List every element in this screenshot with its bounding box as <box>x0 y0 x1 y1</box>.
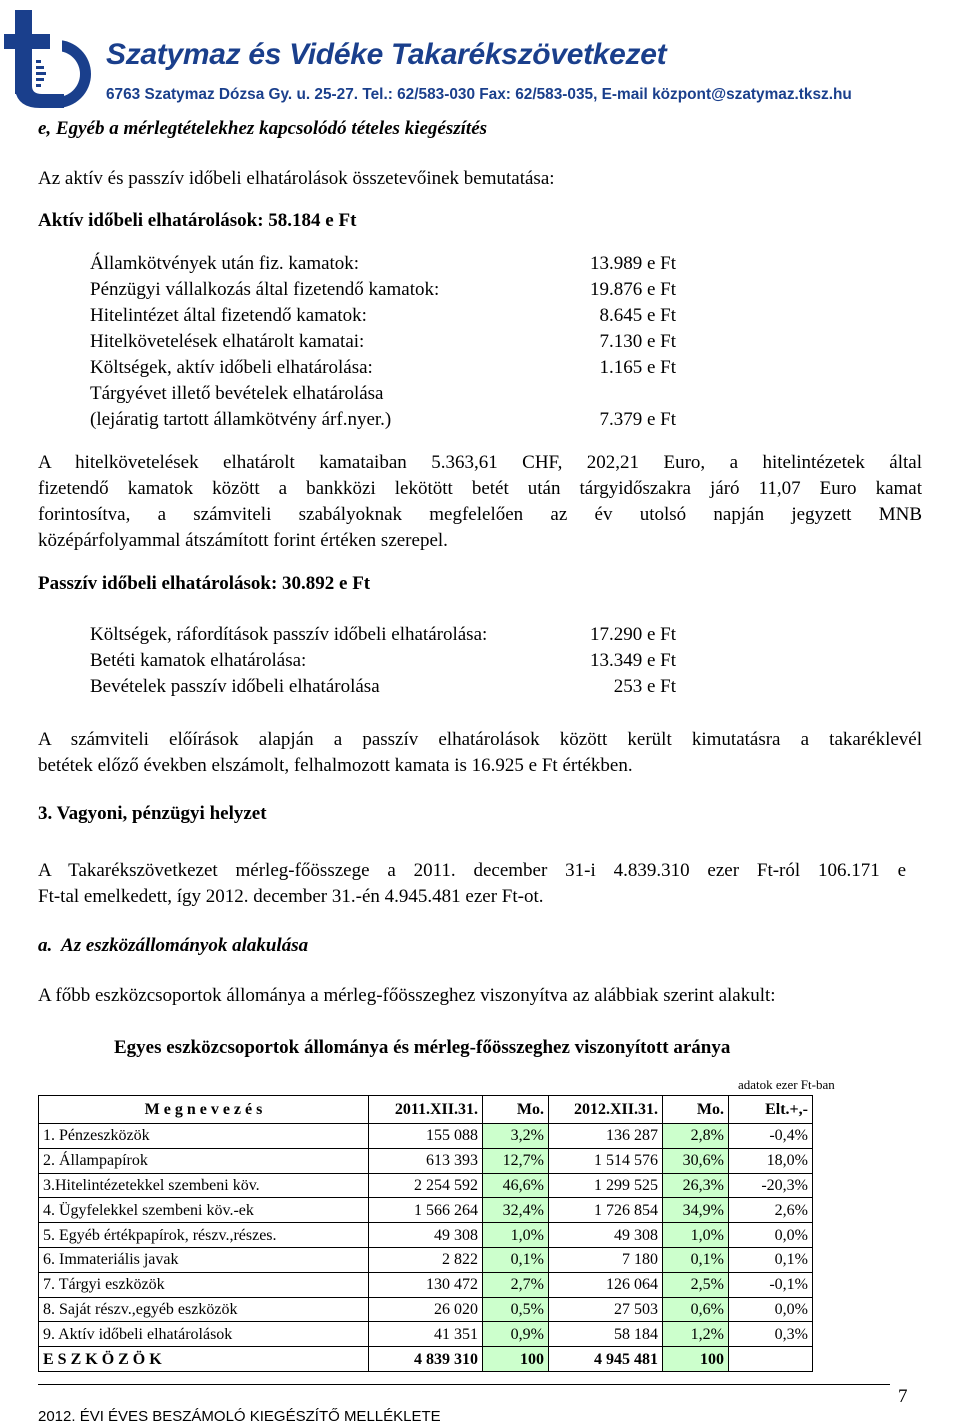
table-cell: 2,7% <box>483 1272 549 1297</box>
table-cell: 41 351 <box>369 1322 483 1347</box>
table-cell: 1,2% <box>663 1322 729 1347</box>
table-cell: 0,3% <box>729 1322 813 1347</box>
asset-composition-table <box>38 1095 813 1372</box>
table-total-row <box>39 1347 813 1372</box>
table-cell: 0,1% <box>483 1247 549 1272</box>
accrual-value: 13.989 e Ft <box>589 253 676 274</box>
accrual-label: Bevételek passzív időbeli elhatárolása <box>90 676 380 697</box>
table-cell: 1,0% <box>483 1223 549 1248</box>
paragraph-line: A hitelkövetelések elhatárolt kamataiban 5.363,61 CHF, 202,21 Euro, a hitelintézetek által <box>38 452 922 473</box>
table-unit-note: adatok ezer Ft-ban <box>738 1077 835 1092</box>
table-cell: 30,6% <box>663 1148 729 1173</box>
paragraph-line: Ft-tal emelkedett, így 2012. december 31.-én 4.945.481 ezer Ft-ot. <box>38 886 544 907</box>
table-cell: 49 308 <box>549 1223 663 1248</box>
accrual-value: 7.130 e Ft <box>599 331 676 352</box>
accrual-label: Pénzügyi vállalkozás által fizetendő kamatok: <box>90 279 440 300</box>
table-cell: 0,0% <box>729 1223 813 1248</box>
table-cell: 4 945 481 <box>549 1347 663 1372</box>
paragraph-line: betétek előző években elszámolt, felhalmozott kamata is 16.925 e Ft értékben. <box>38 755 633 776</box>
accrual-value: 7.379 e Ft <box>599 409 676 430</box>
footer-divider <box>38 1384 890 1385</box>
table-cell: 100 <box>483 1347 549 1372</box>
section-e-title: e, Egyéb a mérlegtételekhez kapcsolódó tételes kiegészítés <box>38 118 488 139</box>
table-row <box>39 1148 813 1173</box>
section-e-intro: Az aktív és passzív időbeli elhatárolások összetevőinek bemutatása: <box>38 168 555 189</box>
table-cell: 58 184 <box>549 1322 663 1347</box>
table-row <box>39 1272 813 1297</box>
table-row <box>39 1198 813 1223</box>
table-header-row <box>39 1096 813 1124</box>
column-header: 2012.XII.31. <box>549 1096 663 1124</box>
table-cell: 1 299 525 <box>549 1173 663 1198</box>
accrual-label: (lejáratig tartott államkötvény árf.nyer.) <box>90 409 392 430</box>
table-cell: 1 726 854 <box>549 1198 663 1223</box>
table-cell: 4. Ügyfelekkel szembeni köv.-ek <box>39 1198 369 1223</box>
column-header: 2011.XII.31. <box>369 1096 483 1124</box>
accrual-label: Államkötvények után fiz. kamatok: <box>90 253 360 274</box>
accrual-value: 17.290 e Ft <box>589 624 676 645</box>
table-cell: 1 514 576 <box>549 1148 663 1173</box>
org-address: 6763 Szatymaz Dózsa Gy. u. 25-27. Tel.: 62/583-030 Fax: 62/583-035, E-mail központ@szatymaz.tksz.hu <box>106 86 852 103</box>
section-3-title: 3. Vagyoni, pénzügyi helyzet <box>38 803 267 824</box>
table-row <box>39 1247 813 1272</box>
subsection-a-title: a. Az eszközállományok alakulása <box>38 935 309 956</box>
table-row <box>39 1173 813 1198</box>
table-cell: 0,1% <box>663 1247 729 1272</box>
table-cell: 12,7% <box>483 1148 549 1173</box>
table-cell: 0,5% <box>483 1297 549 1322</box>
table-cell: 32,4% <box>483 1198 549 1223</box>
table-cell: 2. Állampapírok <box>39 1148 369 1173</box>
table-cell: 0,1% <box>729 1247 813 1272</box>
accrual-value: 19.876 e Ft <box>589 279 676 300</box>
accrual-value: 8.645 e Ft <box>599 305 676 326</box>
table-cell: 0,6% <box>663 1297 729 1322</box>
subsection-a-intro: A főbb eszközcsoportok állománya a mérleg-főösszeghez viszonyítva az alábbiak szerint alakult: <box>38 985 776 1006</box>
table-cell: 155 088 <box>369 1124 483 1149</box>
company-logo <box>0 4 104 117</box>
passive-accruals-heading: Passzív időbeli elhatárolások: 30.892 e Ft <box>38 573 371 594</box>
table-cell: 49 308 <box>369 1223 483 1248</box>
table-cell: 130 472 <box>369 1272 483 1297</box>
column-header: M e g n e v e z é s <box>39 1096 369 1124</box>
table-cell: 1,0% <box>663 1223 729 1248</box>
table-cell: 2,6% <box>729 1198 813 1223</box>
table-cell: 2 822 <box>369 1247 483 1272</box>
table-cell: 27 503 <box>549 1297 663 1322</box>
table-row <box>39 1223 813 1248</box>
table-title: Egyes eszközcsoportok állománya és mérleg-főösszeghez viszonyított aránya <box>114 1037 731 1058</box>
table-cell: 6. Immateriális javak <box>39 1247 369 1272</box>
table-cell: 126 064 <box>549 1272 663 1297</box>
column-header: Mo. <box>663 1096 729 1124</box>
table-cell <box>729 1347 813 1372</box>
paragraph-line: forintosítva, a számviteli szabályoknak megfelelően az év utolsó napján jegyzett MNB <box>38 504 922 525</box>
table-cell: 100 <box>663 1347 729 1372</box>
table-cell: 2,5% <box>663 1272 729 1297</box>
table-cell: 3.Hitelintézetekkel szembeni köv. <box>39 1173 369 1198</box>
table-cell: 1 566 264 <box>369 1198 483 1223</box>
table-cell: -20,3% <box>729 1173 813 1198</box>
footer-text: 2012. ÉVI ÉVES BESZÁMOLÓ KIEGÉSZÍTŐ MELLÉKLETE <box>38 1408 441 1425</box>
active-accruals-heading: Aktív időbeli elhatárolások: 58.184 e Ft <box>38 210 357 231</box>
table-row <box>39 1322 813 1347</box>
table-cell: -0,1% <box>729 1272 813 1297</box>
table-cell: 136 287 <box>549 1124 663 1149</box>
table-cell: 1. Pénzeszközök <box>39 1124 369 1149</box>
table-cell: 8. Saját részv.,egyéb eszközök <box>39 1297 369 1322</box>
accrual-value: 1.165 e Ft <box>599 357 676 378</box>
accrual-label: Költségek, ráfordítások passzív időbeli elhatárolása: <box>90 624 488 645</box>
table-cell: 18,0% <box>729 1148 813 1173</box>
table-cell: 9. Aktív időbeli elhatárolások <box>39 1322 369 1347</box>
table-cell: 26,3% <box>663 1173 729 1198</box>
table-cell: 613 393 <box>369 1148 483 1173</box>
paragraph-line: A Takarékszövetkezet mérleg-főösszege a 2011. december 31-i 4.839.310 ezer Ft-ról 106.171 e <box>38 860 906 881</box>
table-cell: 5. Egyéb értékpapírok, részv.,részes. <box>39 1223 369 1248</box>
table-cell: 34,9% <box>663 1198 729 1223</box>
accrual-value: 13.349 e Ft <box>589 650 676 671</box>
org-name: Szatymaz és Vidéke Takarékszövetkezet <box>106 38 667 71</box>
table-row <box>39 1124 813 1149</box>
accrual-label: Költségek, aktív időbeli elhatárolása: <box>90 357 373 378</box>
accrual-label: Hitelkövetelések elhatárolt kamatai: <box>90 331 365 352</box>
table-cell: 7. Tárgyi eszközök <box>39 1272 369 1297</box>
table-cell: 4 839 310 <box>369 1347 483 1372</box>
accrual-label: Tárgyévet illető bevételek elhatárolása <box>90 383 384 404</box>
table-cell: 2 254 592 <box>369 1173 483 1198</box>
accrual-value: 253 e Ft <box>613 676 676 697</box>
paragraph-line: A számviteli előírások alapján a passzív elhatárolások között került kimutatásra a takaréklevél <box>38 729 922 750</box>
accrual-label: Betéti kamatok elhatárolása: <box>90 650 307 671</box>
table-cell: 0,9% <box>483 1322 549 1347</box>
accrual-label: Hitelintézet által fizetendő kamatok: <box>90 305 367 326</box>
table-cell: 2,8% <box>663 1124 729 1149</box>
column-header: Mo. <box>483 1096 549 1124</box>
table-cell: 46,6% <box>483 1173 549 1198</box>
paragraph-line: fizetendő kamatok között a bankközi lekötött betét után tárgyidőszakra járó 11,07 Euro kamat <box>38 478 922 499</box>
table-cell: -0,4% <box>729 1124 813 1149</box>
table-cell: 0,0% <box>729 1297 813 1322</box>
page-number: 7 <box>898 1386 908 1407</box>
table-cell: 7 180 <box>549 1247 663 1272</box>
table-cell: 26 020 <box>369 1297 483 1322</box>
column-header: Elt.+,- <box>729 1096 813 1124</box>
table-cell: 3,2% <box>483 1124 549 1149</box>
table-row <box>39 1297 813 1322</box>
table-cell: E S Z K Ö Z Ö K <box>39 1347 369 1372</box>
paragraph-line: középárfolyammal átszámított forint értéken szerepel. <box>38 530 448 551</box>
